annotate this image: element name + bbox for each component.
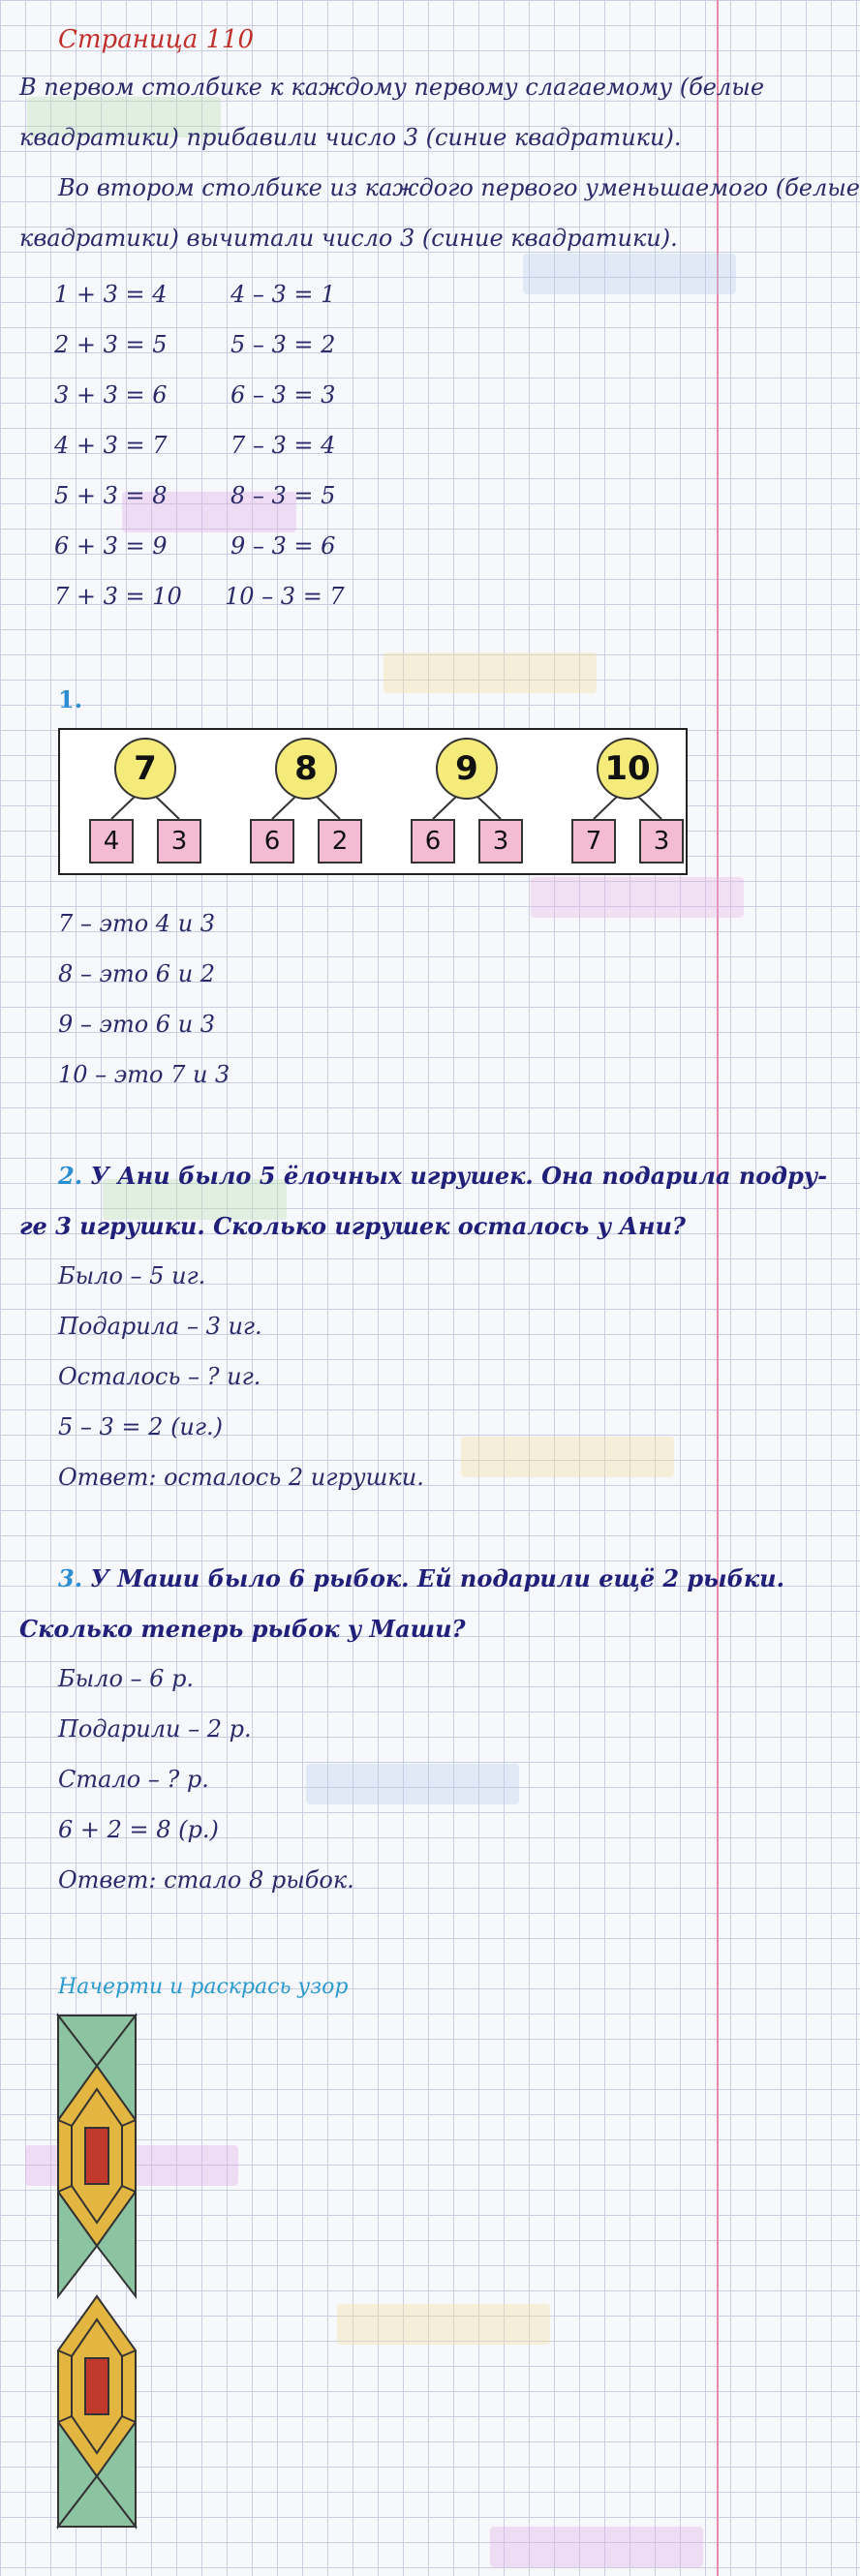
eq-add: 4 + 3 = 7 [54,432,168,459]
hexagon-pattern [58,2015,145,2558]
pattern-unit [58,2296,136,2527]
task2-statement-line-1 [58,1162,827,1190]
intro-line-1: В первом столбике к каждому первому слагаемому (белые [19,74,765,101]
watermark [461,1437,674,1477]
task3-solution-line: Подарили – 2 р. [58,1715,252,1743]
decomposition-group [238,738,374,873]
part-square: 6 [411,819,455,864]
eq-add: 5 + 3 = 8 [54,482,168,509]
intro-line-3: Во втором столбике из каждого первого уменьшаемого (белые [58,174,860,201]
part-square: 3 [478,819,523,864]
part-square: 2 [318,819,362,864]
task3-statement-line-2: Сколько теперь рыбок у Маши? [19,1615,466,1643]
part-square: 3 [639,819,684,864]
part-square: 3 [157,819,201,864]
task2-statement-line-2: ге 3 игрушки. Сколько игрушек осталось у Ани? [19,1212,686,1240]
pattern-title: Начерти и раскрась узор [58,1975,349,1999]
task2-solution-line: Осталось – ? иг. [58,1363,261,1390]
task2-number: 2. [58,1162,83,1190]
eq-add: 6 + 3 = 9 [54,532,168,560]
task3-number: 3. [58,1564,83,1592]
intro-line-2: квадратики) прибавили число 3 (синие квадратики). [19,124,682,151]
watermark [384,652,597,693]
task2-solution-line: 5 – 3 = 2 (иг.) [58,1413,224,1440]
watermark [490,2527,703,2567]
task1-answer-line: 9 – это 6 и 3 [58,1011,216,1038]
total-circle: 10 [597,738,659,800]
watermark [306,1764,519,1804]
task3-text-1: У Маши было 6 рыбок. Ей подарили ещё 2 рыбки. [82,1564,784,1592]
decomposition-group [77,738,213,873]
task2-answer: Ответ: осталось 2 игрушки. [58,1464,424,1491]
task2-solution-line: Было – 5 иг. [58,1262,206,1289]
eq-sub: 10 – 3 = 7 [225,583,345,610]
task2-text-1: У Ани было 5 ёлочных игрушек. Она подарила подру- [82,1162,828,1190]
watermark [337,2304,550,2345]
task3-solution-line: Было – 6 р. [58,1665,195,1692]
task3-answer: Ответ: стало 8 рыбок. [58,1866,354,1894]
eq-add: 7 + 3 = 10 [54,583,182,610]
total-circle: 7 [114,738,176,800]
part-square: 7 [571,819,616,864]
task3-statement-line-1 [58,1564,784,1592]
eq-sub: 5 – 3 = 2 [230,331,336,358]
task3-solution-line: Стало – ? р. [58,1766,209,1793]
task1-answer-line: 7 – это 4 и 3 [58,910,216,937]
eq-sub: 8 – 3 = 5 [230,482,336,509]
eq-add: 3 + 3 = 6 [54,381,168,409]
eq-sub: 7 – 3 = 4 [230,432,336,459]
number-decomposition-panel [58,728,688,875]
center-rectangle [85,2358,108,2414]
task1-answer-line: 10 – это 7 и 3 [58,1061,230,1088]
part-square: 6 [250,819,294,864]
decomposition-group [560,738,695,873]
watermark [523,254,736,294]
watermark [531,877,744,918]
eq-sub: 9 – 3 = 6 [230,532,336,560]
part-square: 4 [89,819,134,864]
page-title: Страница 110 [58,25,255,54]
task2-solution-line: Подарила – 3 иг. [58,1313,262,1340]
task1-answer-line: 8 – это 6 и 2 [58,960,216,987]
task3-solution-line: 6 + 2 = 8 (р.) [58,1816,219,1843]
total-circle: 8 [275,738,337,800]
decomposition-group [399,738,535,873]
center-rectangle [85,2128,108,2184]
eq-add: 1 + 3 = 4 [54,281,168,308]
margin-line [717,0,719,2576]
eq-sub: 6 – 3 = 3 [230,381,336,409]
eq-sub: 4 – 3 = 1 [230,281,336,308]
total-circle: 9 [436,738,498,800]
eq-add: 2 + 3 = 5 [54,331,168,358]
task1-number: 1. [58,685,83,713]
pattern-unit [58,2015,136,2296]
intro-line-4: квадратики) вычитали число 3 (синие квадратики). [19,225,678,252]
